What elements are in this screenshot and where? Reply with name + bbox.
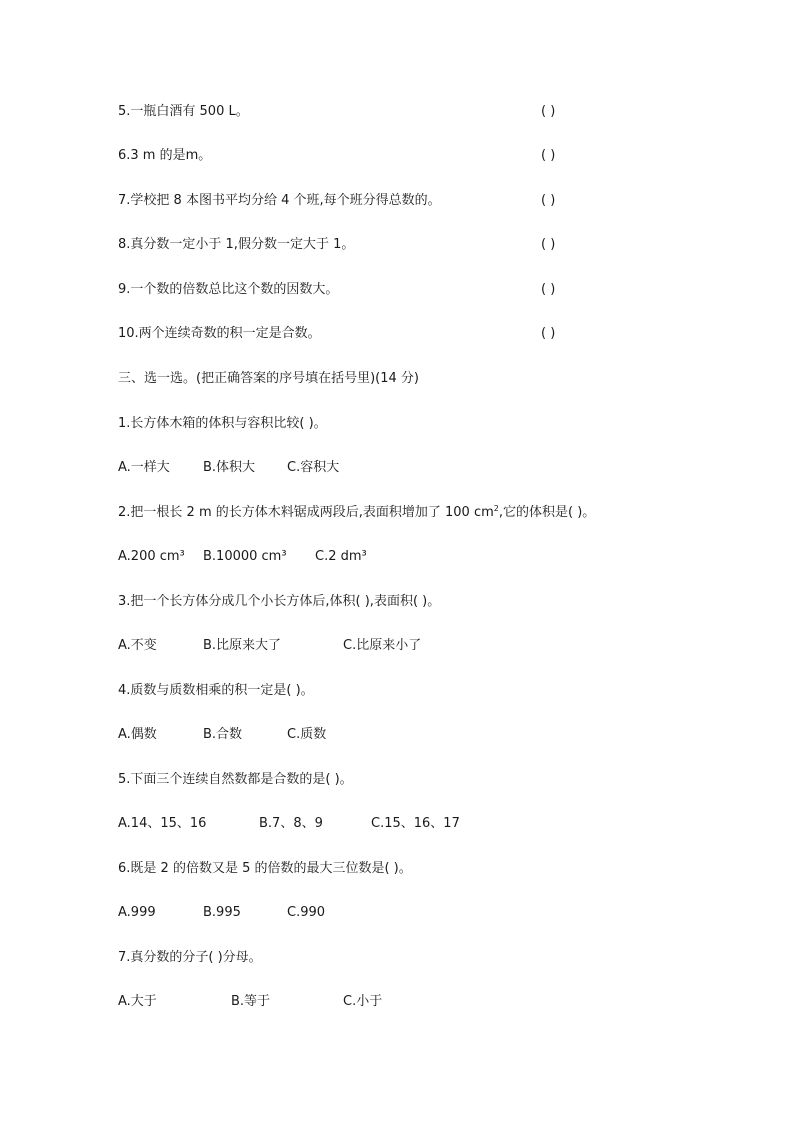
option-a[interactable]: A.偶数 xyxy=(118,727,157,742)
option-a[interactable]: A.大于 xyxy=(118,994,157,1009)
option-c[interactable]: C.容积大 xyxy=(287,460,340,475)
question-7: 7.真分数的分子( )分母。 xyxy=(118,950,262,965)
option-a[interactable]: A.999 xyxy=(118,905,156,920)
question-2-text-after: ,它的体积是( )。 xyxy=(498,505,596,520)
judgement-item-9: 9.一个数的倍数总比这个数的因数大。 xyxy=(118,282,339,297)
question-4: 4.质数与质数相乘的积一定是( )。 xyxy=(118,683,314,698)
answer-blank[interactable]: ( ) xyxy=(541,104,556,119)
option-c[interactable]: C.比原来小了 xyxy=(343,638,422,653)
superscript-2: 2 xyxy=(493,504,499,513)
judgement-item-10: 10.两个连续奇数的积一定是合数。 xyxy=(118,326,321,341)
option-a[interactable]: A.一样大 xyxy=(118,460,170,475)
question-5: 5.下面三个连续自然数都是合数的是( )。 xyxy=(118,772,353,787)
option-b[interactable]: B.体积大 xyxy=(203,460,256,475)
option-b[interactable]: B.10000 cm³ xyxy=(203,549,287,564)
option-b[interactable]: B.等于 xyxy=(231,994,271,1009)
judgement-item-5: 5.一瓶白酒有 500 L。 xyxy=(118,104,249,119)
section-title: 三、选一选。(把正确答案的序号填在括号里)(14 分) xyxy=(118,371,419,386)
answer-blank[interactable]: ( ) xyxy=(541,326,556,341)
option-c[interactable]: C.质数 xyxy=(287,727,327,742)
option-a[interactable]: A.200 cm³ xyxy=(118,549,185,564)
question-3: 3.把一个长方体分成几个小长方体后,体积( ),表面积( )。 xyxy=(118,594,441,609)
option-b[interactable]: B.7、8、9 xyxy=(259,816,323,831)
answer-blank[interactable]: ( ) xyxy=(541,237,556,252)
answer-blank[interactable]: ( ) xyxy=(541,193,556,208)
judgement-item-8: 8.真分数一定小于 1,假分数一定大于 1。 xyxy=(118,237,355,252)
option-c[interactable]: C.小于 xyxy=(343,994,383,1009)
answer-blank[interactable]: ( ) xyxy=(541,148,556,163)
option-b[interactable]: B.比原来大了 xyxy=(203,638,282,653)
option-b[interactable]: B.995 xyxy=(203,905,241,920)
option-a[interactable]: A.14、15、16 xyxy=(118,816,207,831)
question-1: 1.长方体木箱的体积与容积比较( )。 xyxy=(118,416,327,431)
judgement-item-6: 6.3 m 的是m。 xyxy=(118,148,212,163)
question-2-text-before: 2.把一根长 2 m 的长方体木料锯成两段后,表面积增加了 100 cm xyxy=(118,505,494,520)
question-6: 6.既是 2 的倍数又是 5 的倍数的最大三位数是( )。 xyxy=(118,861,412,876)
option-c[interactable]: C.990 xyxy=(287,905,326,920)
judgement-item-7: 7.学校把 8 本图书平均分给 4 个班,每个班分得总数的。 xyxy=(118,193,441,208)
option-c[interactable]: C.2 dm³ xyxy=(315,549,367,564)
option-b[interactable]: B.合数 xyxy=(203,727,243,742)
option-c[interactable]: C.15、16、17 xyxy=(371,816,460,831)
question-2 xyxy=(118,504,595,522)
answer-blank[interactable]: ( ) xyxy=(541,282,556,297)
option-a[interactable]: A.不变 xyxy=(118,638,157,653)
